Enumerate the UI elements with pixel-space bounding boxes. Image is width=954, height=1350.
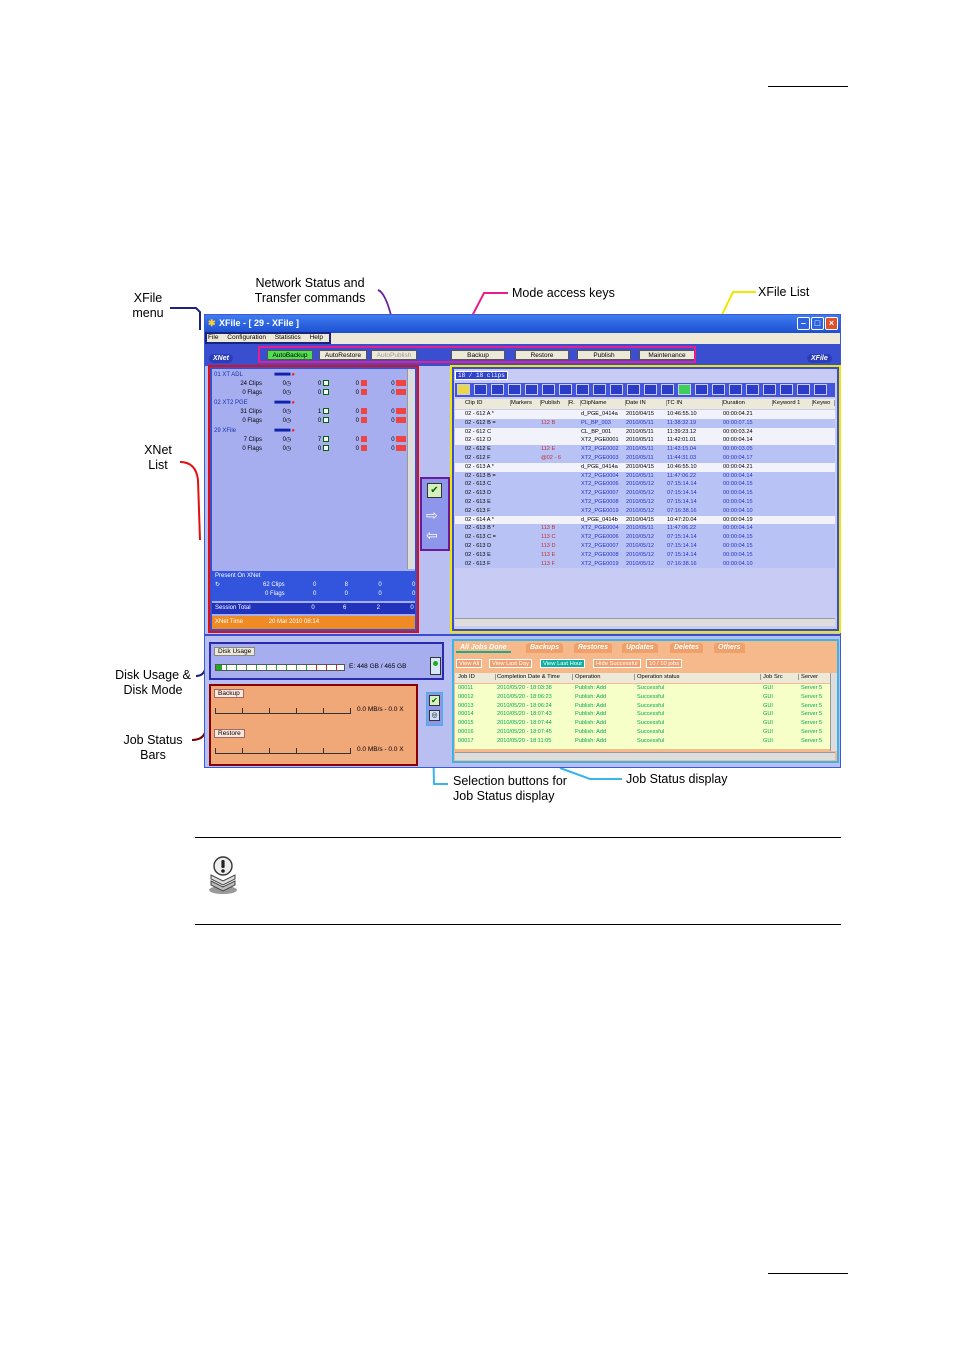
server-clips-row: 31 Clips 0◷ 1 0 0	[214, 408, 406, 417]
disk-mode-button[interactable]	[430, 657, 441, 675]
table-cell: 11:42:01.01	[667, 437, 697, 444]
server-flags-row: 0 Flags 0◷ 0 0 0	[214, 417, 406, 426]
menu-configuration[interactable]: Configuration	[227, 334, 266, 341]
disk-usage-value: E: 448 GB / 465 GB	[349, 663, 407, 670]
job-cell: 00012	[458, 693, 474, 700]
job-cell: 00017	[458, 737, 474, 744]
job-cell: 00014	[458, 711, 474, 718]
job-cell: GUI	[763, 729, 773, 735]
callout-selection: Selection buttons for Job Status display	[453, 774, 567, 803]
table-cell: XT2_PGE0019	[581, 507, 619, 514]
job-column-header[interactable]: Job ID	[458, 674, 496, 680]
table-cell: 07:16:38.16	[667, 560, 697, 567]
callout-xfile-list: XFile List	[758, 285, 810, 299]
table-cell: 113 D	[541, 543, 556, 549]
table-cell: 07:15:14.14	[667, 534, 697, 541]
bar-tick	[215, 748, 216, 754]
table-cell: 2010/05/11	[626, 419, 654, 426]
table-cell: XT2_PGE0003	[581, 455, 619, 461]
disk-mode-led-icon	[433, 661, 438, 666]
job-cell: Successful	[637, 693, 665, 700]
app-icon: ✱	[208, 318, 216, 328]
table-cell: 2010/05/11	[626, 472, 654, 479]
job-cell: Server 5	[801, 685, 823, 691]
table-cell: 07:15:14.14	[667, 490, 697, 497]
xfile-logo: XFile	[807, 354, 832, 363]
table-cell: 00:00:04.15	[723, 543, 753, 549]
table-cell: 00:00:04.15	[723, 481, 753, 488]
disk-tick	[296, 665, 297, 670]
table-cell: 11:38:32.19	[667, 419, 697, 426]
table-cell: 02 - 613 F	[465, 560, 491, 567]
minimize-icon[interactable]: –	[797, 317, 810, 330]
job-column-header[interactable]: Operation	[575, 674, 635, 680]
server-clips-row: 24 Clips 0◷ 0 0 0	[214, 380, 406, 389]
callout-job-bars: Job Status Bars	[123, 733, 183, 762]
job-cell: 2010/05/20 - 18:11:05	[497, 737, 552, 744]
job-column-header[interactable]: Server	[801, 674, 831, 680]
table-cell: 2010/05/11	[626, 437, 654, 444]
note-icon	[205, 855, 241, 895]
mode-backup-button[interactable]: Backup	[451, 350, 505, 360]
table-cell: 02 - 613 D	[465, 543, 492, 549]
job-cell: Server 5	[801, 720, 823, 727]
bar-tick	[269, 748, 270, 754]
callout-xnet-list: XNet List	[144, 443, 172, 472]
mode-autopublish-button[interactable]: AutoPublish	[371, 350, 417, 360]
job-tab[interactable]: All Jobs Done	[456, 643, 511, 653]
job-cell: 00011	[458, 685, 474, 691]
table-cell: 02 - 614 A *	[465, 516, 494, 523]
bar-tick	[296, 708, 297, 714]
backup-bar-value: 0.0 MB/s - 0.0 X	[357, 706, 404, 713]
disk-tick	[316, 665, 317, 670]
bar-tick	[350, 748, 351, 754]
table-cell: 02 - 613 C	[465, 481, 492, 488]
callout-network: Network Status and Transfer commands	[254, 276, 366, 305]
jobs-view-check-icon[interactable]: ✔	[429, 695, 440, 706]
xfile-highlight	[450, 365, 841, 633]
selection-buttons	[426, 692, 443, 726]
job-row[interactable]	[455, 693, 830, 702]
job-cell: Server 5	[801, 702, 823, 709]
table-cell: 00:00:04.21	[723, 411, 753, 417]
table-cell: 02 - 613 A *	[465, 463, 494, 470]
table-cell: XT2_PGE0007	[581, 490, 619, 497]
job-cell: Publish: Add	[575, 702, 607, 709]
mode-maintenance-button[interactable]: Maintenance	[639, 350, 695, 360]
job-tab[interactable]: Deletes	[670, 643, 703, 653]
table-cell: 2010/05/12	[626, 543, 654, 549]
job-cell: Publish: Add	[575, 693, 607, 700]
restore-bar-value: 0.0 MB/s - 0.0 X	[357, 746, 404, 753]
server-name: 02 XT2 PGE	[214, 400, 248, 406]
job-view-button[interactable]: Hide Successful	[593, 659, 641, 668]
table-cell: 2010/05/12	[626, 499, 654, 505]
table-cell: XT2_PGE0007	[581, 543, 619, 549]
job-cell: Successful	[637, 685, 665, 691]
disk-tick	[226, 665, 227, 670]
bar-tick	[215, 708, 216, 714]
xnet-logo: XNet	[209, 354, 233, 363]
clip-column-header[interactable]: Publish	[541, 400, 569, 406]
clip-column-header[interactable]: R.	[569, 400, 581, 406]
job-cell: Successful	[637, 720, 665, 727]
note-bottom-rule	[195, 924, 841, 925]
restore-bar-label: Restore	[214, 729, 245, 738]
disk-tick	[246, 665, 247, 670]
disk-tick	[336, 665, 337, 670]
job-v-scrollbar[interactable]	[830, 673, 837, 751]
table-cell: 10:46:55.10	[667, 463, 697, 470]
jobs-view-stats-icon[interactable]: ◎	[429, 710, 440, 721]
refresh-icon[interactable]: ↻	[215, 582, 221, 588]
disk-usage-fill	[216, 665, 222, 670]
transfer-highlight	[420, 477, 450, 551]
xnet-time-row: XNet Time 20 Mar 2010 08:14	[212, 616, 415, 629]
table-cell: d_PGE_0414a	[581, 411, 618, 417]
status-leds-icon: ■■■■■■	[274, 400, 290, 406]
clip-column-header[interactable]: ClipName	[581, 400, 626, 406]
clip-count: 18 / 18 clips	[455, 371, 508, 380]
table-cell: 00:00:07.15	[723, 419, 753, 426]
table-cell: 02 - 613 F	[465, 507, 491, 514]
menu-highlight	[205, 332, 331, 344]
clock-icon: ◷	[286, 437, 292, 443]
disk-tick	[266, 665, 267, 670]
job-cell: 2010/05/20 - 18:03:38	[497, 685, 552, 691]
job-cell: Publish: Add	[575, 685, 607, 691]
disk-tick	[256, 665, 257, 670]
table-cell: 00:00:03.24	[723, 428, 753, 435]
table-cell: XT2_PGE0001	[581, 437, 619, 444]
job-tab[interactable]: Backups	[526, 643, 563, 653]
job-cell: GUI	[763, 711, 773, 718]
server-clips-row: 7 Clips 0◷ 7 0 0	[214, 436, 406, 445]
menu-file[interactable]: File	[208, 334, 219, 341]
table-cell: 02 - 613 B =	[465, 472, 496, 479]
table-cell: 00:00:04.17	[723, 455, 753, 461]
job-cell: 00015	[458, 720, 474, 727]
table-cell: 07:15:14.14	[667, 499, 697, 505]
table-cell: 00:00:04.19	[723, 516, 753, 523]
table-cell: 2010/05/12	[626, 551, 654, 558]
clip-column-header[interactable]: Keywo	[813, 400, 835, 406]
menu-statistics[interactable]: Statistics	[274, 334, 301, 341]
table-cell: 2010/04/15	[626, 516, 654, 523]
clock-icon: ◷	[286, 390, 292, 396]
table-cell: 02 - 612 D	[465, 437, 492, 444]
job-cell: Server 5	[801, 737, 823, 744]
job-cell: 2010/05/20 - 18:07:44	[497, 720, 552, 727]
job-cell: GUI	[763, 693, 773, 700]
table-cell: 113 E	[541, 551, 556, 558]
table-cell: XT2_PGE0002	[581, 446, 619, 453]
job-cell: Successful	[637, 737, 665, 744]
table-cell: 00:00:04.15	[723, 499, 753, 505]
clock-icon: ◷	[286, 409, 292, 415]
job-cell: GUI	[763, 737, 773, 744]
table-cell: PL_BP_003	[581, 419, 611, 426]
table-cell: 02 - 612 A *	[465, 411, 494, 417]
table-cell: 11:47:06.22	[667, 472, 697, 479]
table-cell: XT2_PGE0004	[581, 472, 619, 479]
mode-restore-button[interactable]: Restore	[515, 350, 569, 360]
bar-tick	[323, 748, 324, 754]
table-cell: 113 B	[541, 525, 556, 532]
table-cell: XT2_PGE0008	[581, 551, 619, 558]
table-cell: 113 C	[541, 534, 556, 541]
table-cell: 07:15:14.14	[667, 481, 697, 488]
job-row[interactable]	[455, 684, 830, 693]
job-cell: 00013	[458, 702, 474, 709]
mode-publish-button[interactable]: Publish	[577, 350, 631, 360]
table-cell: 2010/05/12	[626, 560, 654, 567]
bar-tick	[323, 708, 324, 714]
table-cell: 2010/05/12	[626, 481, 654, 488]
table-cell: 2010/05/12	[626, 507, 654, 514]
table-cell: 00:00:04.14	[723, 525, 753, 532]
job-cell: Successful	[637, 702, 665, 709]
table-cell: 00:00:04.10	[723, 507, 753, 514]
table-cell: 02 - 613 B *	[465, 525, 495, 532]
menu-help[interactable]: Help	[309, 334, 323, 341]
job-cell: GUI	[763, 720, 773, 727]
clip-column-header[interactable]: Duration	[723, 400, 773, 406]
server-flags-row: 0 Flags 0◷ 0 0 0	[214, 389, 406, 398]
table-cell: 11:44:31.03	[667, 455, 697, 461]
job-cell: Server 5	[801, 729, 823, 735]
table-cell: 02 - 613 E	[465, 551, 491, 558]
backup-bar	[215, 708, 350, 714]
job-header	[455, 673, 830, 683]
table-cell: 112 E	[541, 446, 556, 453]
table-cell: 00:00:04.15	[723, 534, 753, 541]
present-clips-row: ↻ 62 Clips 0 8 0 0	[215, 582, 416, 588]
server-flags-row: 0 Flags 0◷ 0 0 0	[214, 445, 406, 454]
table-cell: 02 - 612 B =	[465, 419, 496, 426]
server-name: 29 XFile	[214, 428, 237, 434]
table-cell: 2010/05/12	[626, 534, 654, 541]
arrow-right-icon[interactable]: ⇨	[426, 507, 438, 523]
job-cell: 2010/05/20 - 18:06:23	[497, 693, 552, 700]
job-cell: Publish: Add	[575, 711, 607, 718]
clip-column-header[interactable]: Clip ID	[465, 400, 511, 406]
table-cell: CL_BP_001	[581, 428, 612, 435]
bar-tick	[296, 748, 297, 754]
table-cell: 02 - 613 D	[465, 490, 492, 497]
job-cell: Successful	[637, 729, 665, 735]
clock-icon: ◷	[286, 418, 292, 424]
job-row[interactable]	[455, 710, 830, 719]
table-cell: 00:00:03.05	[723, 446, 753, 453]
table-cell: 112 B	[541, 419, 556, 426]
table-cell: 2010/05/11	[626, 428, 654, 435]
table-cell: 2010/04/15	[626, 411, 654, 417]
status-leds-icon: ■■■■■■	[274, 372, 290, 378]
status-dot-icon: ●	[291, 428, 296, 434]
table-cell: 02 - 612 E	[465, 446, 491, 453]
table-cell: 07:16:38.16	[667, 507, 697, 514]
job-cell: Publish: Add	[575, 720, 607, 727]
table-cell: 07:15:14.14	[667, 551, 697, 558]
server-name: 01 XT ADL	[214, 372, 243, 378]
table-cell: XT2_PGE0004	[581, 525, 619, 532]
job-tab[interactable]: Updates	[622, 643, 658, 653]
check-icon[interactable]: ✔	[427, 483, 442, 498]
table-cell: XT2_PGE0008	[581, 499, 619, 505]
clock-icon: ◷	[286, 381, 292, 387]
disk-tick	[236, 665, 237, 670]
mode-autobackup-button[interactable]: AutoBackup	[267, 350, 313, 360]
job-view-button[interactable]: View All	[456, 659, 482, 668]
table-cell: 2010/05/12	[626, 490, 654, 497]
table-cell: 00:00:04.14	[723, 472, 753, 479]
status-leds-icon: ■■■■■■	[274, 428, 290, 434]
job-cell: 2010/05/20 - 18:06:24	[497, 702, 552, 709]
footer-rule	[768, 1273, 848, 1274]
table-cell: 2010/05/11	[626, 446, 654, 453]
title-bar	[205, 315, 840, 333]
window-title: XFile - [ 29 - XFile ]	[219, 318, 300, 328]
job-cell: GUI	[763, 685, 773, 691]
note-top-rule	[195, 837, 841, 838]
job-cell: GUI	[763, 702, 773, 709]
table-cell: XT2_PGE0006	[581, 534, 619, 541]
bar-tick	[242, 748, 243, 754]
table-cell: 00:00:04.21	[723, 463, 753, 470]
job-view-button[interactable]: 10 / 10 jobs	[646, 659, 682, 668]
table-cell: d_PGE_0414a	[581, 463, 618, 470]
disk-usage-bar	[215, 664, 345, 671]
job-cell: Server 5	[801, 711, 823, 718]
table-cell: 00:00:04.15	[723, 490, 753, 497]
disk-usage-label: Disk Usage	[214, 647, 255, 656]
job-cell: 00016	[458, 729, 474, 735]
job-status-bars	[209, 684, 418, 766]
table-cell: 02 - 613 E	[465, 499, 491, 505]
table-cell: 2010/05/11	[626, 455, 654, 461]
clip-column-header[interactable]: Date IN	[626, 400, 667, 406]
table-cell: 113 F	[541, 560, 555, 567]
table-cell: 02 - 612 F	[465, 455, 491, 461]
job-column-header[interactable]: Job Src	[763, 674, 799, 680]
job-cell: Publish: Add	[575, 729, 607, 735]
job-cell: 2010/05/20 - 18:07:45	[497, 729, 552, 735]
table-cell: 11:43:15.04	[667, 446, 697, 453]
disk-usage-panel	[209, 642, 444, 680]
clip-column-header[interactable]: Markers	[511, 400, 541, 406]
status-dot-icon: ●	[291, 400, 296, 406]
job-cell: Server 5	[801, 693, 823, 700]
table-cell: @02 - 6	[541, 455, 561, 461]
table-cell: 2010/04/15	[626, 463, 654, 470]
job-row[interactable]	[455, 702, 830, 711]
table-cell: d_PGE_0414b	[581, 516, 618, 523]
callout-job-display: Job Status display	[626, 772, 728, 786]
disk-tick	[326, 665, 327, 670]
job-cell: Publish: Add	[575, 737, 607, 744]
job-cell: Successful	[637, 711, 665, 718]
table-cell: 11:39:23.12	[667, 428, 697, 435]
table-cell: 11:47:06.22	[667, 525, 697, 532]
job-tab[interactable]: Restores	[574, 643, 612, 653]
job-tab[interactable]: Others	[714, 643, 745, 653]
bar-tick	[269, 708, 270, 714]
restore-bar	[215, 748, 350, 754]
backup-bar-label: Backup	[214, 689, 244, 698]
job-h-scrollbar[interactable]	[455, 752, 835, 760]
table-cell: 10:46:55.10	[667, 411, 697, 417]
clock-icon: ◷	[286, 446, 292, 452]
callout-disk: Disk Usage & Disk Mode	[115, 668, 191, 697]
close-icon[interactable]: ×	[825, 317, 838, 330]
table-cell: 02 - 613 C =	[465, 534, 496, 541]
table-cell: 00:00:04.14	[723, 437, 753, 444]
table-cell: 02 - 612 C	[465, 428, 492, 435]
job-column-header[interactable]: Operation status	[637, 674, 761, 680]
clip-column-header[interactable]: Keyword 1	[773, 400, 813, 406]
mode-keys-highlight	[258, 346, 696, 363]
bar-tick	[350, 708, 351, 714]
arrow-left-icon[interactable]: ⇦	[426, 527, 438, 543]
job-row[interactable]	[455, 719, 830, 728]
job-row[interactable]	[455, 728, 830, 737]
job-column-header[interactable]: Completion Date & Time	[497, 674, 573, 680]
table-cell: 00:00:04.15	[723, 551, 753, 558]
status-dot-icon: ●	[291, 372, 296, 378]
disk-tick	[286, 665, 287, 670]
job-view-button[interactable]: View Last Day	[489, 659, 532, 668]
session-total-row: Session Total 0 6 2 0	[212, 603, 415, 614]
table-cell: 07:15:14.14	[667, 543, 697, 549]
disk-tick	[306, 665, 307, 670]
disk-tick	[276, 665, 277, 670]
job-cell: 2010/05/20 - 18:07:43	[497, 711, 552, 718]
table-cell: XT2_PGE0019	[581, 560, 619, 567]
mode-autorestore-button[interactable]: AutoRestore	[319, 350, 367, 360]
table-cell: 00:00:04.10	[723, 560, 753, 567]
xfile-window	[204, 314, 841, 768]
job-rows	[455, 684, 830, 749]
table-cell: XT2_PGE0006	[581, 481, 619, 488]
divider	[205, 634, 840, 636]
table-cell: 10:47:20.04	[667, 516, 697, 523]
present-label: Present On XNet	[215, 573, 261, 579]
callout-xfile-menu: XFile menu	[132, 291, 164, 320]
callout-mode-keys: Mode access keys	[512, 286, 615, 300]
xnet-highlight	[208, 365, 419, 633]
maximize-icon[interactable]: □	[811, 317, 824, 330]
job-row[interactable]	[455, 737, 830, 746]
table-cell: 2010/05/11	[626, 525, 654, 532]
bar-tick	[242, 708, 243, 714]
job-view-button[interactable]: View Last Hour	[540, 659, 585, 668]
job-status-display	[452, 639, 839, 763]
clip-column-header[interactable]: TC IN	[667, 400, 723, 406]
present-flags-row: 0 Flags 0 0 0 0	[264, 591, 416, 597]
